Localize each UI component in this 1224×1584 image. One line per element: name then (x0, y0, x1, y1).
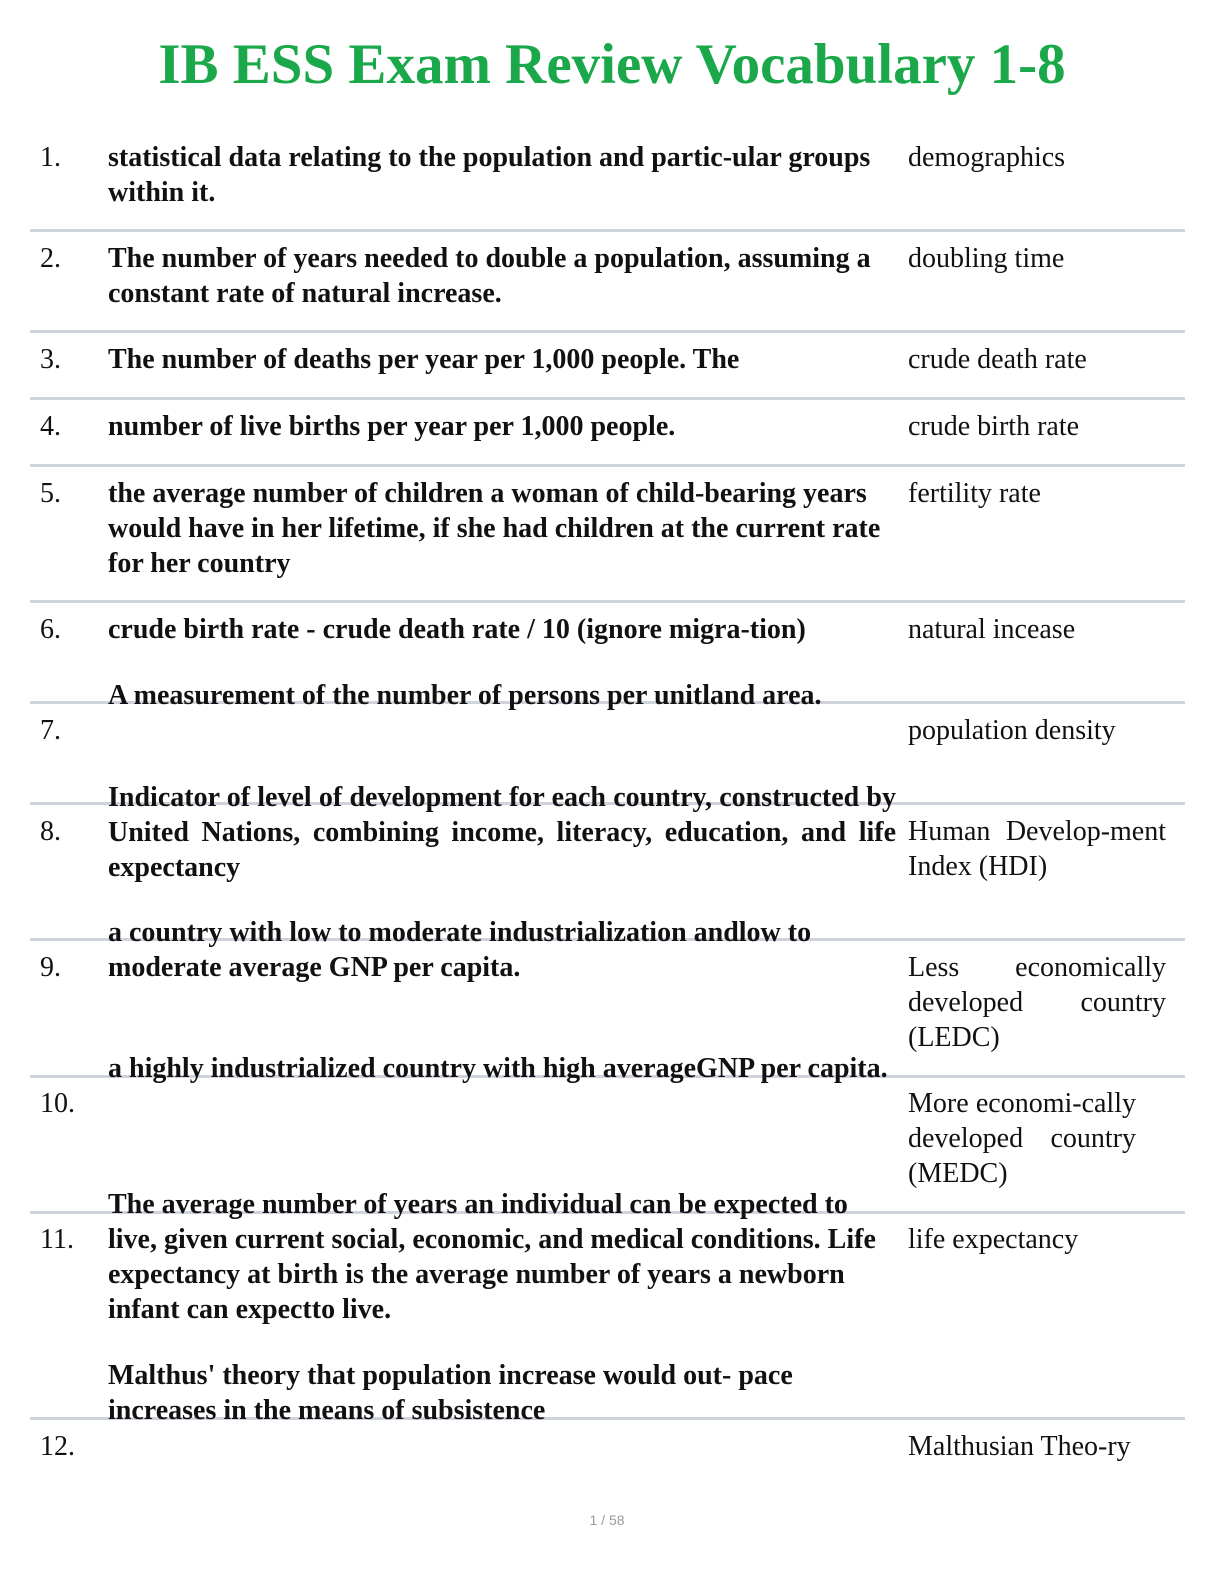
item-number: 9. (40, 952, 61, 983)
item-definition: A measurement of the number of persons per unitland area. (108, 680, 822, 711)
item-term: life expectancy (908, 1224, 1079, 1255)
row-divider (30, 330, 1185, 333)
item-definition: the average number of children a woman of child-bearing years would have in her lifetime, if she had children at the current rate for her country (108, 478, 881, 579)
item-number: 11. (40, 1224, 74, 1255)
item-number: 5. (40, 478, 61, 509)
item-definition: The number of years needed to double a population, assuming a constant rate of natural increase. (108, 243, 871, 309)
page-indicator: 1 / 58 (589, 1512, 625, 1528)
row-divider (30, 229, 1185, 232)
item-definition: The number of deaths per year per 1,000 people. The (108, 344, 740, 375)
item-number: 2. (40, 243, 61, 274)
item-number: 8. (40, 816, 61, 847)
item-definition: The average number of years an individual can be expected to live, given current social, economic, and medical conditions. Life expectancy at birth is the average number of years a newborn infant can expectto live. (108, 1189, 876, 1325)
item-term: More economi-cally developed country (MEDC) (908, 1088, 1136, 1189)
row-divider (30, 397, 1185, 400)
item-definition: crude birth rate - crude death rate / 10 (ignore migra-tion) (108, 614, 806, 645)
row-divider (30, 600, 1185, 603)
page-title: IB ESS Exam Review Vocabulary 1-8 (158, 33, 1066, 96)
item-term: crude death rate (908, 344, 1087, 375)
item-number: 4. (40, 411, 61, 442)
item-number: 3. (40, 344, 61, 375)
item-number: 1. (40, 142, 61, 173)
item-term: population density (908, 715, 1116, 746)
item-term: Human Develop-ment Index (HDI) (908, 816, 1166, 882)
item-definition: a highly industrialized country with high averageGNP per capita. (108, 1053, 888, 1084)
item-definition: Malthus' theory that population increase would out- pace increases in the means of subsistence (108, 1360, 793, 1426)
item-definition: a country with low to moderate industrialization andlow to moderate average GNP per capita. (108, 917, 812, 983)
item-number: 12. (40, 1431, 75, 1462)
item-number: 6. (40, 614, 61, 645)
item-term: doubling time (908, 243, 1065, 274)
item-number: 7. (40, 715, 61, 746)
row-divider (30, 464, 1185, 467)
item-definition: number of live births per year per 1,000 people. (108, 411, 676, 442)
item-term: Malthusian Theo-ry (908, 1431, 1131, 1462)
item-term: Less economically developed country (LEDC) (908, 952, 1166, 1053)
item-term: crude birth rate (908, 411, 1080, 442)
item-term: fertility rate (908, 478, 1041, 509)
item-definition: statistical data relating to the population and partic-ular groups within it. (108, 142, 871, 208)
item-definition: Indicator of level of development for each country, constructed by United Nations, combining income, literacy, education, and life expectancy (108, 782, 896, 883)
item-term: natural incease (908, 614, 1076, 645)
item-number: 10. (40, 1088, 75, 1119)
item-term: demographics (908, 142, 1066, 173)
